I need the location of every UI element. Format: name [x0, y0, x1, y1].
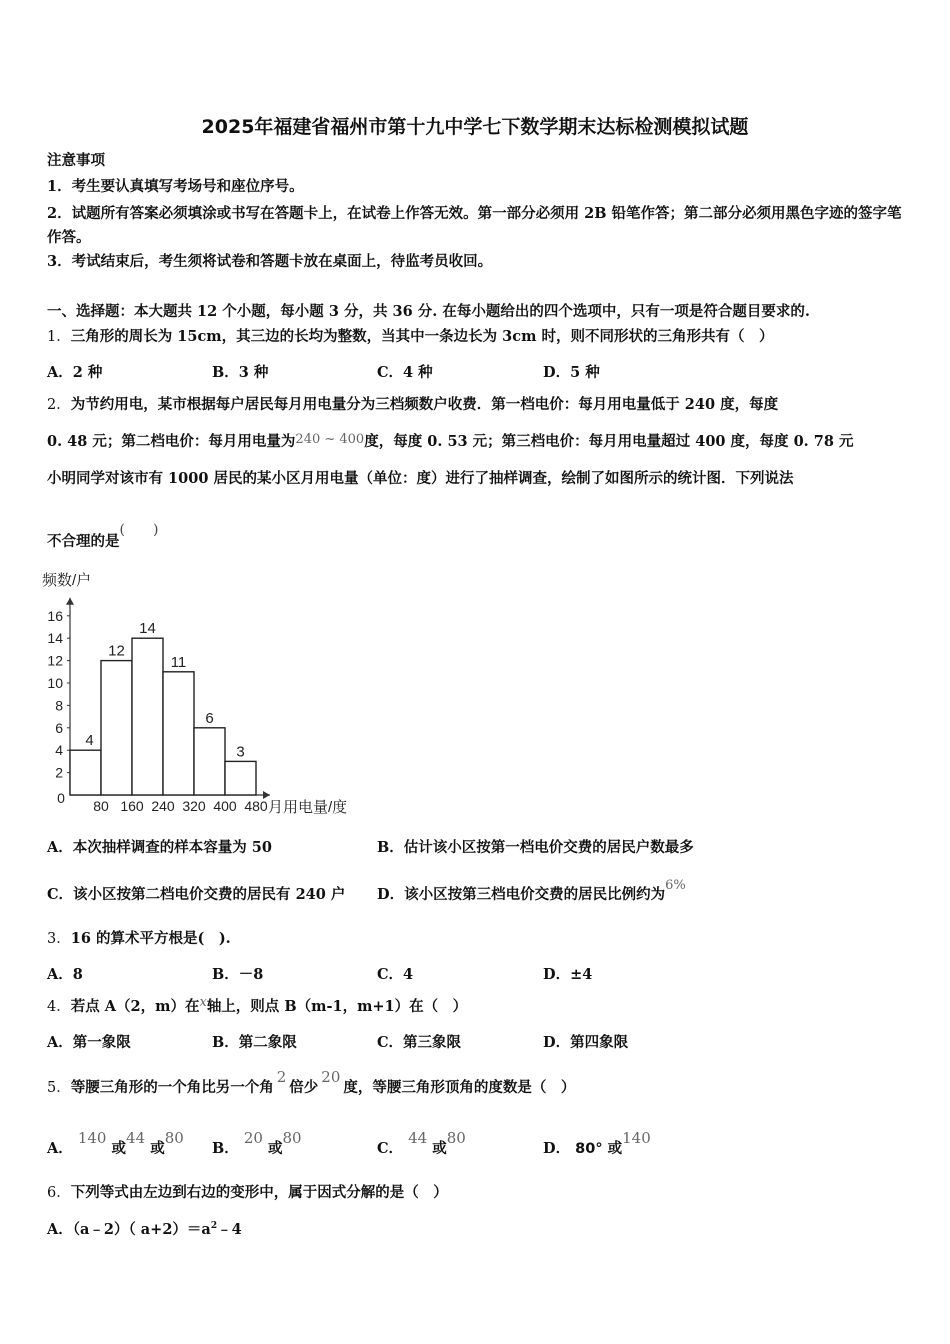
q5-option-a[interactable]: [47, 1129, 184, 1158]
notice-item-3: 3．考试结束后，考生须将试卷和答题卡放在桌面上，待监考员收回。: [47, 253, 493, 270]
y-tick-label: 4: [55, 742, 63, 759]
q2-option-b[interactable]: B．估计该小区按第一档电价交费的居民户数最多: [377, 839, 694, 856]
q6-a-tail: ﹣4: [217, 1221, 242, 1238]
bar-value-label: 14: [139, 620, 156, 638]
question-6: [47, 1183, 448, 1203]
q5-d-or1: 或: [607, 1140, 623, 1157]
question-2-line4: [47, 522, 159, 552]
question-number: 3．: [47, 931, 71, 947]
x-tick-label: 80: [93, 798, 109, 814]
q3-option-d[interactable]: D．±4: [543, 966, 593, 983]
q5-math-1: 2: [276, 1068, 287, 1086]
histogram-bar: [225, 761, 256, 795]
q5-text-part2: 倍少: [289, 1079, 319, 1096]
q2-option-d-text: D．该小区按第三档电价交费的居民比例约为: [377, 886, 666, 903]
q5-d-label: D．: [543, 1140, 571, 1157]
q4-option-c[interactable]: C．第三象限: [377, 1034, 462, 1051]
histogram-bar: [194, 728, 225, 795]
q3-option-c[interactable]: C．4: [377, 966, 414, 983]
x-tick-label: 480: [244, 798, 268, 814]
histogram-bar: [163, 672, 194, 795]
q4-option-b[interactable]: B．第二象限: [212, 1034, 297, 1051]
question-text: 16 的算术平方根是( ).: [70, 930, 231, 947]
q4-text-part2: 轴上，则点 B（m-1，m+1）在（ ）: [206, 998, 468, 1015]
bar-value-label: 11: [170, 653, 187, 671]
q5-math-2: 20: [321, 1068, 341, 1086]
question-5: [47, 1068, 576, 1098]
x-tick-label: 400: [213, 798, 237, 814]
q5-option-b[interactable]: [212, 1129, 302, 1158]
histogram-bar: [132, 638, 163, 795]
q5-d-val1: 80°: [575, 1141, 603, 1157]
question-2-line2: [47, 432, 854, 453]
y-tick-label: 14: [47, 630, 63, 647]
x-tick-label: 240: [151, 798, 175, 814]
bar-value-label: 6: [205, 709, 214, 727]
question-number: 5．: [47, 1080, 71, 1096]
q2-line4-text: 不合理的是: [47, 533, 120, 550]
q2-line2-part1: 0. 48 元；第二档电价：每月用电量为: [47, 433, 296, 450]
y-tick-label: 16: [47, 607, 63, 624]
q2-option-d[interactable]: [377, 878, 686, 904]
page-title: 2025年福建省福州市第十九中学七下数学期末达标检测模拟试题: [201, 116, 749, 138]
q5-c-label: C．: [377, 1140, 404, 1157]
q5-a-or2: 或: [150, 1140, 165, 1157]
x-tick-label: 320: [182, 798, 206, 814]
q2-line2-part2: 度，每度 0. 53 元；第三档电价：每月用电量超过 400 度，每度 0. 78 元: [364, 433, 854, 450]
q5-b-or1: 或: [267, 1140, 283, 1157]
question-number: 2．: [47, 397, 71, 413]
bar-value-label: 4: [85, 732, 94, 750]
q1-option-c[interactable]: C．4 种: [377, 364, 433, 381]
q4-option-a[interactable]: A．第一象限: [47, 1034, 131, 1051]
q5-d-val2: 140: [622, 1129, 651, 1147]
notice-item-1: 1．考生要认真填写考场号和座位序号。: [47, 178, 304, 195]
y-tick-label: 12: [47, 652, 63, 669]
histogram-chart: [40, 570, 370, 820]
q4-axis-math: x: [199, 995, 207, 1010]
q5-text-part3: 度，等腰三角形顶角的度数是（ ）: [343, 1079, 576, 1096]
question-text: 三角形的周长为 15cm，其三边的长均为整数，当其中一条边长为 3cm 时，则不同形状的三角形共有（ ）: [70, 328, 774, 345]
q1-option-d[interactable]: D．5 种: [543, 364, 600, 381]
histogram-bar: [70, 750, 101, 795]
q2-option-a[interactable]: A．本次抽样调查的样本容量为 50: [47, 839, 272, 856]
q5-b-val2: 80: [282, 1129, 302, 1147]
q4-option-d[interactable]: D．第四象限: [543, 1034, 629, 1051]
bar-value-label: 3: [236, 743, 245, 761]
question-2-line3: 小明同学对该市有 1000 居民的某小区月用电量（单位：度）进行了抽样调查，绘制了如图所示的统计图．下列说法: [47, 470, 794, 487]
q6-a-sup: 2: [210, 1221, 218, 1231]
q1-option-b[interactable]: B．3 种: [212, 364, 269, 381]
q4-text-part1: 若点 A（2，m）在: [70, 998, 200, 1015]
y-tick-label: 8: [55, 697, 63, 714]
q2-answer-paren: ( ): [119, 522, 159, 538]
bar-value-label: 12: [108, 642, 125, 660]
q5-a-val3: 80: [164, 1129, 184, 1147]
q6-a-text: A．（a﹣2）（ a+2）＝a: [47, 1221, 211, 1238]
question-text-line1: 为节约用电，某市根据每户居民每月用电量分为三档频数户收费．第一档电价：每月用电量低于 240 度，每度: [70, 396, 779, 413]
notice-heading: 注意事项: [47, 152, 105, 169]
histogram-bar: [101, 661, 132, 795]
y-tick-label: 6: [55, 719, 63, 736]
q3-option-b[interactable]: B．－8: [212, 966, 264, 983]
question-4: [47, 997, 467, 1018]
q5-b-label: B．: [212, 1140, 239, 1157]
q5-a-val2: 44: [126, 1129, 146, 1147]
q6-option-a[interactable]: [47, 1218, 242, 1239]
q1-option-a[interactable]: A．2 种: [47, 364, 103, 381]
question-number: 6．: [47, 1185, 71, 1201]
y-axis-arrow: [66, 598, 74, 605]
q5-a-or1: 或: [111, 1140, 127, 1157]
q3-option-a[interactable]: A．8: [47, 966, 83, 983]
q2-option-c[interactable]: C．该小区按第二档电价交费的居民有 240 户: [47, 886, 346, 903]
question-number: 4．: [47, 999, 71, 1015]
q5-text-part1: 等腰三角形的一个角比另一个角: [70, 1079, 274, 1096]
x-tick-label: 0: [57, 790, 65, 806]
question-text: 下列等式由左边到右边的变形中，属于因式分解的是（ ）: [70, 1184, 448, 1201]
q2-option-d-math: 6%: [665, 878, 686, 893]
q5-option-c[interactable]: [377, 1129, 466, 1158]
x-tick-label: 160: [120, 798, 144, 814]
q5-c-val1: 44: [408, 1129, 428, 1147]
notice-item-2: 2．试题所有答案必须填涂或书写在答题卡上，在试卷上作答无效。第一部分必须用 2B 铅笔作答；第二部分必须用黑色字迹的签字笔作答。: [47, 205, 902, 246]
q5-c-or1: 或: [432, 1140, 447, 1157]
y-axis-title: 频数/户: [42, 572, 92, 589]
question-2: [47, 395, 778, 415]
x-axis-title: 月用电量/度: [268, 799, 348, 816]
question-number: 1．: [47, 329, 71, 345]
y-tick-label: 2: [55, 764, 63, 781]
q5-b-val1: 20: [243, 1129, 263, 1147]
question-1: [47, 327, 774, 347]
section-heading: 一、选择题：本大题共 12 个小题，每小题 3 分，共 36 分. 在每小题给出的四个选项中，只有一项是符合题目要求的.: [47, 303, 810, 320]
y-tick-label: 10: [47, 675, 63, 691]
q5-option-d[interactable]: [543, 1129, 651, 1158]
q5-a-val1: 140: [77, 1129, 107, 1147]
question-3: [47, 929, 231, 949]
q5-a-label: A．: [47, 1140, 73, 1157]
q5-c-val2: 80: [446, 1129, 466, 1147]
q2-range-math: 240 ~ 400: [295, 432, 365, 447]
